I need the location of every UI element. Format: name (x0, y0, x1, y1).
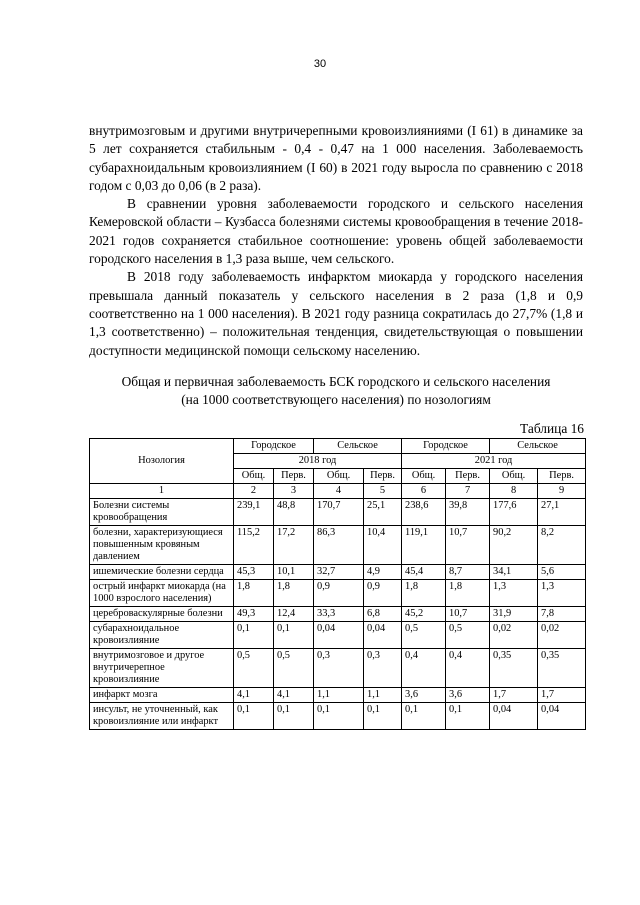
column-number: 7 (446, 484, 490, 499)
column-number: 5 (364, 484, 402, 499)
value-cell: 0,5 (274, 649, 314, 688)
value-cell: 0,4 (402, 649, 446, 688)
value-cell: 0,1 (234, 622, 274, 649)
value-cell: 1,7 (538, 688, 586, 703)
value-cell: 4,1 (274, 688, 314, 703)
header-rural-2018: Сельское (314, 439, 402, 454)
table-row (90, 622, 586, 649)
header-urban-2018: Городское (234, 439, 314, 454)
value-cell: 0,5 (402, 622, 446, 649)
nosology-name: внутримозговое и другое внутричерепное кровоизлияние (90, 649, 234, 688)
nosology-name: болезни, характеризующиеся повышенным кровяным давлением (90, 526, 234, 565)
value-cell: 27,1 (538, 499, 586, 526)
table-row (90, 607, 586, 622)
table-row (90, 649, 586, 688)
value-cell: 1,1 (314, 688, 364, 703)
nosology-name: острый инфаркт миокарда (на 1000 взрослого населения) (90, 580, 234, 607)
value-cell: 39,8 (446, 499, 490, 526)
header-total: Общ. (314, 469, 364, 484)
column-number: 8 (490, 484, 538, 499)
morbidity-table (89, 438, 586, 730)
header-rural-2021: Сельское (490, 439, 586, 454)
value-cell: 0,1 (402, 703, 446, 730)
value-cell: 0,1 (314, 703, 364, 730)
value-cell: 0,04 (364, 622, 402, 649)
value-cell: 1,8 (402, 580, 446, 607)
table-caption (89, 373, 583, 409)
paragraph-2: В сравнении уровня заболеваемости городского и сельского населения Кемеровской области – Кузбасса болезнями системы кровообращения в течение 2018-2021 годов сохраняется стабильное соотношение: уровень общей заболеваемости городского населения в 1,3 раза выше, чем сельского. (89, 196, 583, 267)
header-primary: Перв. (446, 469, 490, 484)
page-number: 30 (313, 58, 327, 70)
value-cell: 0,1 (274, 622, 314, 649)
value-cell: 0,5 (234, 649, 274, 688)
table-row (90, 565, 586, 580)
value-cell: 6,8 (364, 607, 402, 622)
header-total: Общ. (490, 469, 538, 484)
value-cell: 0,3 (314, 649, 364, 688)
column-number-row (90, 484, 586, 499)
value-cell: 0,35 (490, 649, 538, 688)
value-cell: 4,9 (364, 565, 402, 580)
value-cell: 45,4 (402, 565, 446, 580)
value-cell: 17,2 (274, 526, 314, 565)
nosology-name: инфаркт мозга (90, 688, 234, 703)
header-nosology: Нозология (90, 439, 234, 484)
value-cell: 0,04 (314, 622, 364, 649)
table-row (90, 688, 586, 703)
value-cell: 1,1 (364, 688, 402, 703)
value-cell: 238,6 (402, 499, 446, 526)
nosology-name: ишемические болезни сердца (90, 565, 234, 580)
value-cell: 177,6 (490, 499, 538, 526)
header-urban-2021: Городское (402, 439, 490, 454)
header-primary: Перв. (538, 469, 586, 484)
value-cell: 0,9 (364, 580, 402, 607)
column-number: 1 (90, 484, 234, 499)
paragraph-1: внутримозговым и другими внутричерепными кровоизлияниями (I 61) в динамике за 5 лет сохраняется стабильным - 0,4 - 0,47 на 1 000 населения. Заболеваемость субарахноидальным кровоизлиянием (I 60) в 2021 году выросла по сравнению с 2018 годом с 0,03 до 0,06 (в 2 раза). (89, 123, 583, 193)
header-total: Общ. (234, 469, 274, 484)
value-cell: 0,02 (490, 622, 538, 649)
value-cell: 239,1 (234, 499, 274, 526)
value-cell: 1,8 (446, 580, 490, 607)
value-cell: 3,6 (446, 688, 490, 703)
value-cell: 49,3 (234, 607, 274, 622)
value-cell: 32,7 (314, 565, 364, 580)
header-total: Общ. (402, 469, 446, 484)
column-number: 2 (234, 484, 274, 499)
value-cell: 33,3 (314, 607, 364, 622)
value-cell: 4,1 (234, 688, 274, 703)
table-body (90, 499, 586, 730)
header-year-2018: 2018 год (234, 454, 402, 469)
value-cell: 0,1 (234, 703, 274, 730)
table-row (90, 499, 586, 526)
value-cell: 5,6 (538, 565, 586, 580)
table-row (90, 580, 586, 607)
value-cell: 0,1 (446, 703, 490, 730)
header-primary: Перв. (274, 469, 314, 484)
value-cell: 45,3 (234, 565, 274, 580)
header-year-2021: 2021 год (402, 454, 586, 469)
header-primary: Перв. (364, 469, 402, 484)
value-cell: 10,7 (446, 526, 490, 565)
nosology-name: Болезни системы кровообращения (90, 499, 234, 526)
value-cell: 0,4 (446, 649, 490, 688)
value-cell: 0,3 (364, 649, 402, 688)
value-cell: 12,4 (274, 607, 314, 622)
value-cell: 25,1 (364, 499, 402, 526)
value-cell: 0,5 (446, 622, 490, 649)
table-caption-line-1: Общая и первичная заболеваемость БСК городского и сельского населения (121, 374, 551, 389)
value-cell: 45,2 (402, 607, 446, 622)
value-cell: 31,9 (490, 607, 538, 622)
value-cell: 8,7 (446, 565, 490, 580)
value-cell: 1,8 (234, 580, 274, 607)
column-number: 3 (274, 484, 314, 499)
value-cell: 48,8 (274, 499, 314, 526)
value-cell: 170,7 (314, 499, 364, 526)
value-cell: 119,1 (402, 526, 446, 565)
value-cell: 34,1 (490, 565, 538, 580)
value-cell: 1,3 (538, 580, 586, 607)
column-number: 9 (538, 484, 586, 499)
value-cell: 10,7 (446, 607, 490, 622)
value-cell: 0,1 (274, 703, 314, 730)
value-cell: 1,3 (490, 580, 538, 607)
value-cell: 7,8 (538, 607, 586, 622)
column-number: 6 (402, 484, 446, 499)
value-cell: 0,04 (538, 703, 586, 730)
value-cell: 8,2 (538, 526, 586, 565)
nosology-name: цереброваскулярные болезни (90, 607, 234, 622)
table-number: Таблица 16 (520, 421, 584, 436)
table-caption-line-2: (на 1000 соответствующего населения) по нозологиям (181, 392, 491, 407)
value-cell: 1,8 (274, 580, 314, 607)
nosology-name: субарахноидальное кровоизлияние (90, 622, 234, 649)
value-cell: 0,9 (314, 580, 364, 607)
value-cell: 10,4 (364, 526, 402, 565)
value-cell: 86,3 (314, 526, 364, 565)
value-cell: 0,04 (490, 703, 538, 730)
table-row (90, 526, 586, 565)
value-cell: 3,6 (402, 688, 446, 703)
paragraph-3: В 2018 году заболеваемость инфарктом миокарда у городского населения превышала данный показатель у сельского населения в 2 раза (1,8 и 0,9 соответственно на 1 000 населения). В 2021 году разница сократилась до 27,7% (1,8 и 1,3 соответственно) – положительная тенденция, свидетельствующая о повышении доступности медицинской помощи сельскому населению. (89, 269, 583, 358)
nosology-name: инсульт, не уточненный, как кровоизлияние или инфаркт (90, 703, 234, 730)
column-number: 4 (314, 484, 364, 499)
value-cell: 0,35 (538, 649, 586, 688)
value-cell: 0,1 (364, 703, 402, 730)
value-cell: 10,1 (274, 565, 314, 580)
body-text (89, 122, 583, 360)
value-cell: 1,7 (490, 688, 538, 703)
table-row (90, 703, 586, 730)
value-cell: 115,2 (234, 526, 274, 565)
value-cell: 90,2 (490, 526, 538, 565)
value-cell: 0,02 (538, 622, 586, 649)
